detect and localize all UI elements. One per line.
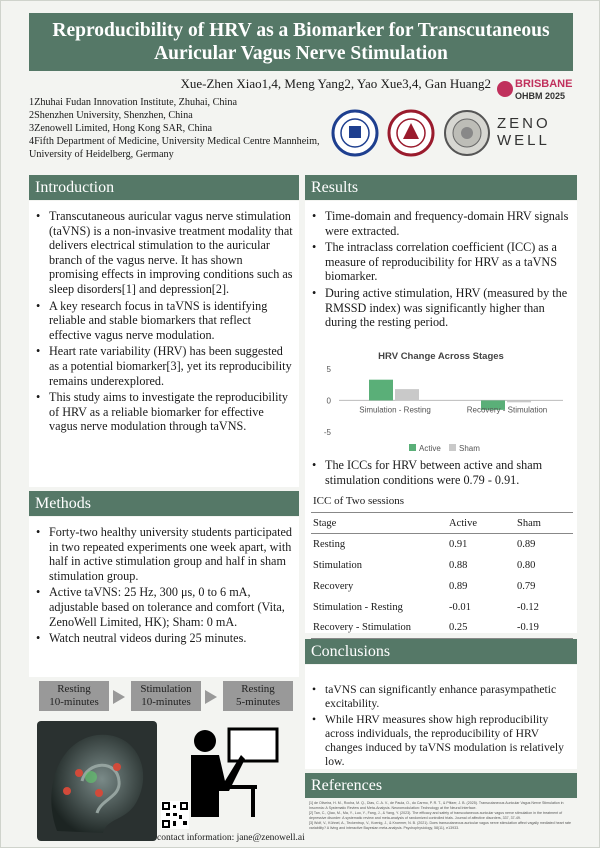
step-name: Stimulation [140,683,192,695]
affiliation: 4Fifth Department of Medicine, University Medical Centre Mannheim, University of Heidelberg, Germany [29,136,320,160]
introduction-heading: Introduction [29,175,299,200]
arrow-right-icon [113,690,125,704]
fudan-university-seal-icon [331,109,379,157]
table-caption: ICC of Two sessions [313,495,405,507]
timeline-step [131,681,201,711]
step-name: Resting [57,683,91,695]
methods-heading: Methods [29,491,299,516]
table-header: Active [447,513,515,534]
methods-list [35,525,293,646]
table-row [311,555,573,576]
table-cell: Stimulation [313,559,363,571]
methods-panel [29,517,299,677]
table-cell: 0.88 [449,559,468,571]
list-item: • A key research focus in taVNS is identifying reliable and stable biomarkers that reflect effective vagus nerve modulation. [35,299,293,343]
conference-name: BRISBANE [515,78,573,90]
bar [507,400,531,402]
table-cell: 0.91 [449,538,468,550]
zenowell-logo [497,115,551,149]
contact-info: contact information: jane@zenowell.ai [157,833,305,843]
table-row [311,618,573,639]
step-duration: 10-minutes [141,696,191,708]
zenowell-logo-line2: WELL [497,132,550,149]
category-label: Recovery - Stimulation [466,405,548,415]
hrv-change-chart [311,361,573,453]
ear-stimulation-image [37,721,157,841]
zenowell-logo-line1: ZENO [497,115,551,132]
step-duration: 10-minutes [49,696,99,708]
list-item: • Heart rate variability (HRV) has been suggested as a potential biomarker[3], yet its reproducibility remains underexplored. [35,344,293,388]
step-duration: 5-minutes [236,696,280,708]
experiment-timeline [39,681,293,715]
table-header: Sham [515,513,573,534]
legend-label: Active [419,444,441,453]
list-item: • taVNS can significantly enhance parasympathetic excitability. [311,683,571,711]
table-cell: Recovery [313,580,354,592]
introduction-panel [29,201,299,487]
y-tick-label: 5 [326,365,331,374]
bar [395,389,419,400]
poster-title: Reproducibility of HRV as a Biomarker for Transcutaneous Auricular Vagus Nerve Stimulation [29,13,573,71]
results-list [311,209,571,330]
legend-label: Sham [459,444,480,453]
table-header: Stage [311,513,447,534]
qr-code-icon[interactable] [161,801,189,829]
conclusions-heading: Conclusions [305,639,577,664]
timeline-step [223,681,293,711]
table-cell: 0.89 [449,580,468,592]
y-tick-label: 0 [326,396,331,406]
list-item: • This study aims to investigate the reproducibility of HRV as a reliable biomarker for effective vagus nerve modulation through taVNS. [35,390,293,434]
timeline-step [39,681,109,711]
list-item: • Active taVNS: 25 Hz, 300 μs, 0 to 6 mA, adjustable based on tolerance and comfort (Vita, ZenoWell Limited, HK); Sham: 0 mA. [35,585,293,629]
bar [369,380,393,401]
results-summary-list [311,458,573,489]
table-row [311,534,573,555]
table-cell: -0.12 [517,601,539,613]
reference-item: [1] de Oliveira, H. M., Rocha, M. Q., Dias, C. A. V., de Paula, O., do Carmo, P. R. T., & Pfitzer, J. B. (2025). Transcutaneous Auricular Vagus Nerve Stimulation in Insomnia: A Systematic Review and Meta-Analysis. Neuromodulation: Technology at the Neural Interface. [309,801,564,810]
references-heading: References [305,773,577,798]
results-heading: Results [305,175,577,200]
table-cell: 0.89 [517,538,536,550]
table-cell: Recovery - Stimulation [311,618,447,639]
list-item: • Time-domain and frequency-domain HRV signals were extracted. [311,209,571,238]
list-item: • While HRV measures show high reproducibility across individuals, the reproducibility of HRV changes induced by taVNS modulation is relatively low. [311,713,571,769]
icc-table [311,512,573,639]
reference-list [309,801,577,831]
shenzhen-university-seal-icon [387,109,435,157]
author-list: Xue-Zhen Xiao1,4, Meng Yang2, Yao Xue3,4, Gan Huang2 [180,76,491,91]
affiliations [29,96,329,161]
conference-mark-icon [497,81,513,97]
table-row [311,597,573,618]
list-item: • Watch neutral videos during 25 minutes. [35,631,293,646]
arrow-right-icon [205,690,217,704]
reference-item: [3] Wolf, V., Kühnel, A., Teckentrup, V., Koenig, J., & Kroemer, N. B. (2021). Does transcutaneous auricular vagus nerve stimulation affect vagally mediated heart rate variability? A living and interactive Bayesian meta-analysis. Psychophysiology, 58(11), e13933. [309,821,572,830]
chart-title: HRV Change Across Stages [378,351,504,362]
conference-logo [497,75,577,109]
table-cell: Resting [313,538,346,550]
list-item: • The intraclass correlation coefficient (ICC) as a measure of reproducibility for HRV as a taVNS biomarker. [311,240,571,284]
conclusions-panel [305,665,577,769]
table-cell: -0.19 [515,618,573,639]
table-cell: 0.25 [447,618,515,639]
table-row [311,576,573,597]
conclusions-list [311,683,571,769]
table-cell: Stimulation - Resting [313,601,403,613]
list-item: • Transcutaneous auricular vagus nerve stimulation (taVNS) is a non-invasive treatment modality that delivers electrical stimulation to the auricular branch of the vagus nerve. It has shown promising effects in improving conditions such as sleep disorders[1] and depression[2]. [35,209,293,297]
legend-swatch [409,444,416,451]
table-cell: -0.01 [449,601,471,613]
list-item: • The ICCs for HRV between active and sham stimulation conditions were 0.79 - 0.91. [311,458,573,487]
legend-swatch [449,444,456,451]
table-cell: 0.79 [517,580,536,592]
category-label: Simulation - Resting [359,405,431,415]
table-cell: 0.80 [517,559,536,571]
list-item: • Forty-two healthy university students participated in two repeated experiments one week apart, with half in active stimulation group and half in sham stimulation group. [35,525,293,583]
heidelberg-university-seal-icon [443,109,491,157]
reference-item: [2] Tan, C., Qiao, M., Ma, Y., Luo, Y., Fang, J., & Yang, Y. (2023). The efficacy and safety of transcutaneous auricular vagus nerve stimulation in the treatment of depressive disorder: A systematic review and meta-analysis of randomized controlled trials. Journal of affective disorders, 337, 37-49. [309,811,563,820]
step-name: Resting [241,683,275,695]
table-header-row [311,513,573,534]
affiliation: 3Zenowell Limited, Hong Kong SAR, China [29,123,213,134]
list-item: • During active stimulation, HRV (measured by the RMSSD index) was significantly higher than during the resting period. [311,286,571,330]
y-tick-label: -5 [323,427,331,437]
conference-sub: OHBM 2025 [515,91,566,101]
affiliation: 2Shenzhen University, Shenzhen, China [29,110,193,121]
introduction-list [35,209,293,434]
affiliation: 1Zhuhai Fudan Innovation Institute, Zhuhai, China [29,97,237,108]
